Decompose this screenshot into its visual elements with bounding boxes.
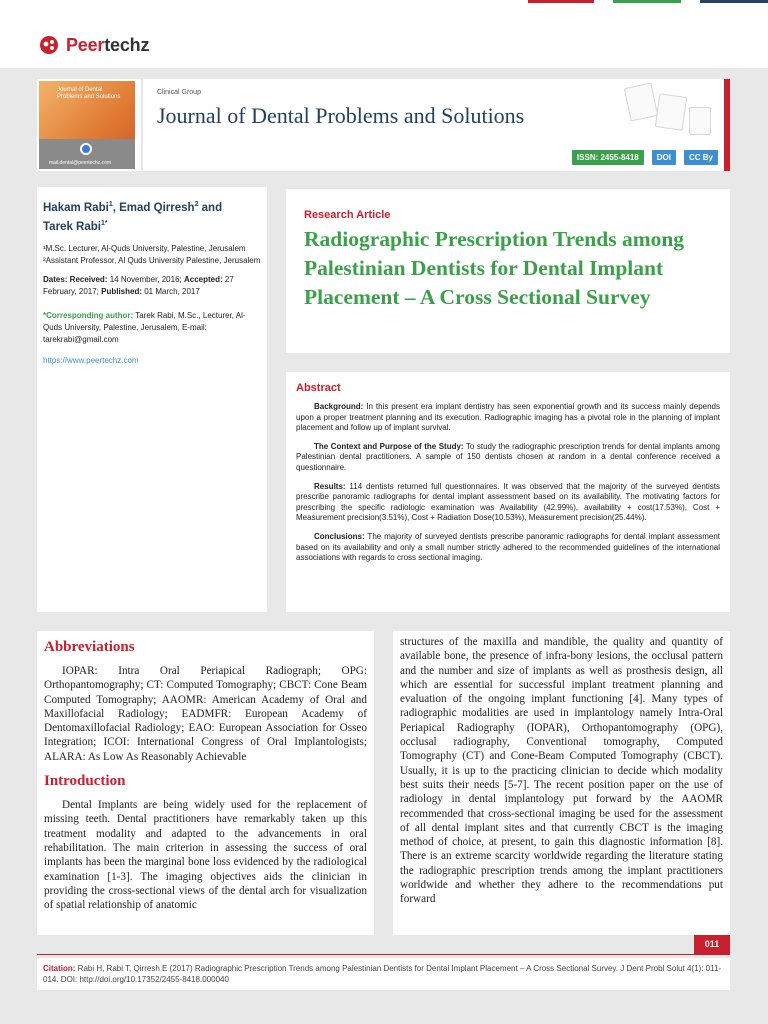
journal-badges xyxy=(572,150,718,165)
page-number: 011 xyxy=(694,935,730,954)
abstract-conclusions: Conclusions: The majority of surveyed dentists prescribe panoramic radiographs for dental implant assessment based on its availability and only a small number strictly adhered to the recommended guidelines of the international associations with regards to cross sectional imaging. xyxy=(296,531,720,563)
article-type: Research Article xyxy=(304,209,391,221)
peertechz-logo[interactable] xyxy=(38,34,149,56)
corresponding-author: *Corresponding author: Tarek Rabi, M.Sc., Lecturer, Al-Quds University, Palestine, Jerusalem, E-mail: tarekrabi@gmail.com xyxy=(43,310,246,344)
author-names: Hakam Rabi$^1$, Emad Qirresh$^2$ and Tarek Rabi$^{1*}$ xyxy=(43,201,223,233)
body-continued-text: structures of the maxilla and mandible, the quality and quantity of available bone, the presence of infra-bony lesions, the occlusal pattern and the number and size of implants as well as prosthesis design, all which are essential for successful implant treatment planning and evaluation of the ongoing implant functioning [4]. Many types of radiographic modalities are used in implantology namely Intra-Oral Periapical Radiography (IOPAR), Orthopantomography (OPG), occlusal radiography, Conventional tomography, Computed Tomography (CT) and Cone-Beam Computed Tomography (CBCT). Usually, it is up to the practicing clinician to decide which modality best suits their needs [5-7]. The recent position paper on the use of radiology in dental implantology put forward by the AAOMR recommended that cross-sectional imaging be used for the assessment of all dental implant sites and that currently CBCT is the imaging method of choice, at present, to gain this diagnostic information [8]. There is an extreme scarcity worldwide regarding the literature stating the radiographic prescription trends among the implant practitioners worldwide and whether they adhere to the recommendations put forward xyxy=(400,636,723,906)
abstract-context: The Context and Purpose of the Study: To study the radiographic prescription trends for dental implants among Palestinian dental practitioners. A sample of 150 dentists chosen at random in a dental conference received a questionnaire. xyxy=(296,441,720,472)
logo-text: Peertechz xyxy=(66,34,150,55)
abstract-heading: Abstract xyxy=(296,382,341,394)
author-affiliations xyxy=(43,243,261,267)
citation: Citation: Rabi H, Rabi T, Qirresh E (2017) Radiographic Prescription Trends among Palestinian Dentists for Dental Implant Placement – A Cross Sectional Survey. J Dent Probl Solut 4(1): 011-014. DOI: http://doi.org/10.17352/2455-8418.000040 xyxy=(37,958,730,990)
cover-email: mail.dental@peertechz.com xyxy=(49,160,112,166)
header-divider xyxy=(141,79,143,171)
header-accent-bar xyxy=(724,79,730,171)
top-stripe-green xyxy=(613,0,681,3)
journal-cover-image xyxy=(39,81,135,169)
top-stripe-red xyxy=(528,0,594,3)
document-decoration-icon xyxy=(689,107,711,135)
top-bar xyxy=(0,0,768,68)
top-stripe-navy xyxy=(700,0,768,3)
article-title: Radiographic Prescription Trends among Palestinian Dentists for Dental Implant Placement – A Cross Sectional Survey xyxy=(304,227,685,309)
author-info-panel xyxy=(37,187,267,612)
introduction-heading: Introduction xyxy=(44,773,126,790)
abbreviations-text: IOPAR: Intra Oral Periapical Radiograph; OPG: Orthopantomography; CT: Computed Tomography; CBCT: Cone Beam Computed Tomography; AAOMR: American Academy of Oral and Maxillofacial Radiology; EADMFR: European Academy of Dentomaxillofacial Radiology; EAO: European Association for Osseo Integration; ICOI: International Congress of Oral Implantologists; ALARA: As Low As Reasonably Achievable xyxy=(44,665,367,763)
clinical-group-label: Clinical Group xyxy=(157,89,201,96)
abstract-panel xyxy=(286,372,730,612)
abstract-background: Background: In this present era implant dentistry has seen exponential growth and its success mainly depends upon a proper treatment planning and its execution. Radiographic imaging has a pivotal role in the planning of implant placement and follow up of implant survival. xyxy=(296,402,720,433)
abbreviations-heading: Abbreviations xyxy=(44,639,135,655)
doi-badge[interactable]: DOI xyxy=(652,150,676,165)
journal-header xyxy=(37,79,730,171)
cc-license-badge[interactable]: CC By xyxy=(684,150,718,165)
page-rule xyxy=(37,954,730,955)
article-title-panel xyxy=(286,189,730,353)
issn-badge: ISSN: 2455-8418 xyxy=(572,150,644,165)
affiliation-2: ²Assistant Professor, Al Quds University Palestine, Jerusalem xyxy=(43,255,261,265)
cover-title: Journal of Dental Problems and Solutions xyxy=(57,87,121,100)
journal-title: Journal of Dental Problems and Solutions xyxy=(157,103,525,128)
affiliation-1: ¹M.Sc. Lecturer, Al-Quds University, Palestine, Jerusalem xyxy=(43,243,246,253)
introduction-text: Dental Implants are being widely used for the replacement of missing teeth. Dental practitioners have remarkably taken up this treatment modality and adapted to the advancements in oral rehabilitation. The main criterion in assessing the success of oral implants has been the marginal bone loss evidenced by the radiological examination [1-3]. The imaging objectives aids the clinician in providing the cross-sectional views of the dental arch for visualization of spatial relationship of anatomic xyxy=(44,799,367,912)
article-dates: Dates: Received: 14 November, 2016; Accepted: 27 February, 2017; Published: 01 March, 2017 xyxy=(43,274,234,296)
page-number-bar xyxy=(37,935,730,954)
body-column-right xyxy=(393,631,730,935)
website-link[interactable]: https://www.peertechz.com xyxy=(43,355,139,365)
document-decoration-icon xyxy=(655,93,687,131)
abstract-results: Results: 114 dentists returned full questionnaires. It was observed that the majority of the surveyed dentists prescribe panoramic radiographs for dental implant assessment based on its availability. The motivating factors for prescribing the specific radiologic examination was Availability (42.99%), availability + cost(17.53%), Cost + Measurement precision(3.51%), Cost + Radiation Dose(10.53%), Measurement precision(25.44%). xyxy=(296,481,720,523)
body-column-left xyxy=(37,631,374,935)
document-decoration-icon xyxy=(624,82,658,121)
peertechz-logo-icon xyxy=(38,34,62,56)
cover-logo-icon xyxy=(80,143,92,155)
